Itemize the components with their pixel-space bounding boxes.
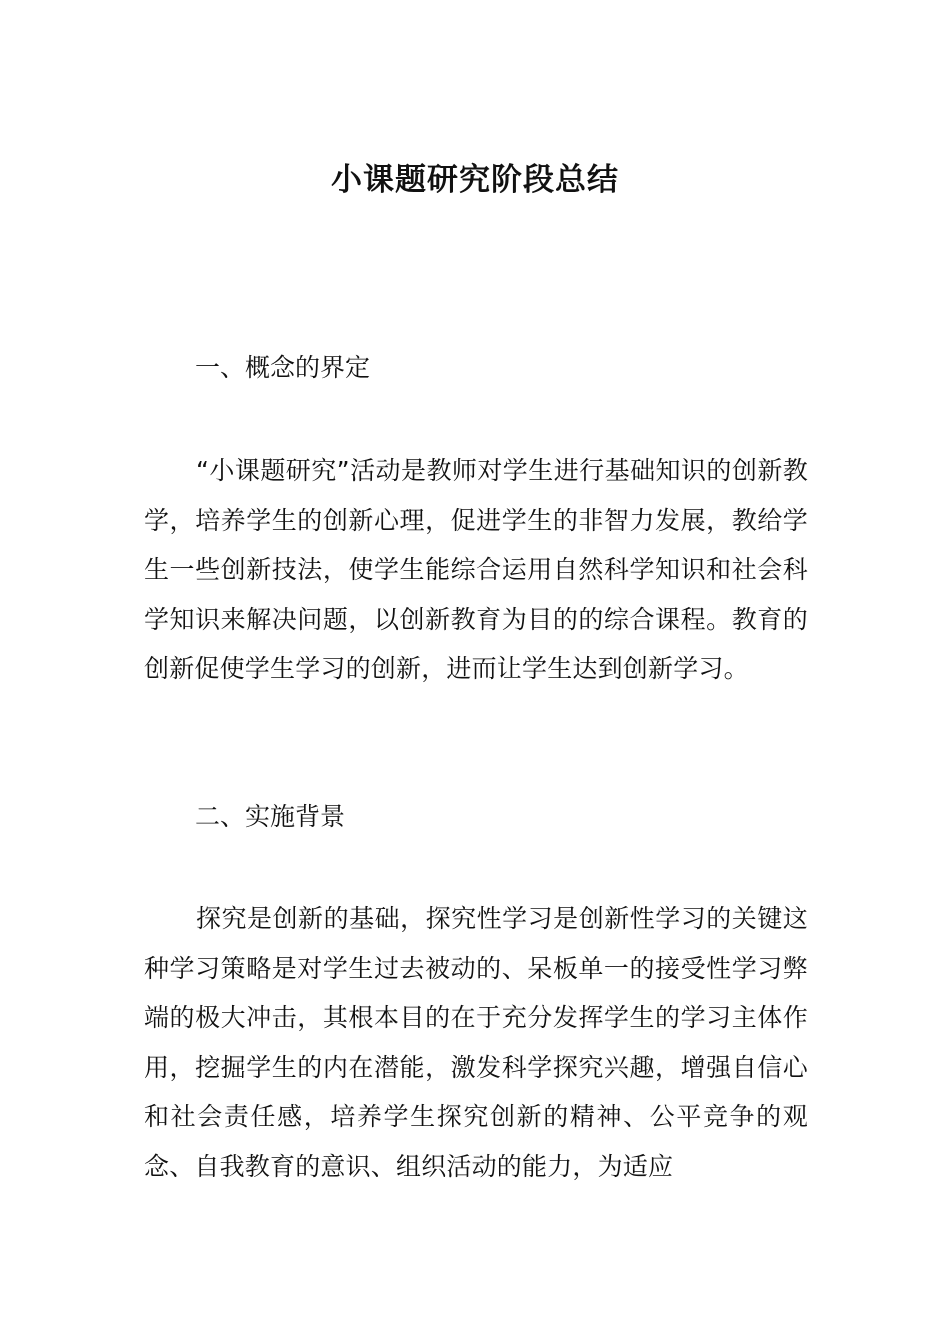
section-heading-concept: 一、概念的界定 bbox=[195, 353, 371, 382]
section-paragraph-background: 探究是创新的基础，探究性学习是创新性学习的关键这种学习策略是对学生过去被动的、呆板单一的接受性学习弊端的极大冲击，其根本目的在于充分发挥学生的学习主体作用，挖掘学生的内在潜能，激发科学探究兴趣，增强自信心和社会责任感，培养学生探究创新的精神、公平竞争的观念、自我教育的意识、组织活动的能力，为适应 bbox=[144, 904, 808, 1181]
section-paragraph-concept: “小课题研究”活动是教师对学生进行基础知识的创新教学，培养学生的创新心理，促进学生的非智力发展，教给学生一些创新技法，使学生能综合运用自然科学知识和社会科学知识来解决问题，以创新教育为目的的综合课程。教育的创新促使学生学习的创新，进而让学生达到创新学习。 bbox=[144, 456, 808, 683]
section-heading-background: 二、实施背景 bbox=[195, 802, 346, 831]
document-title: 小课题研究阶段总结 bbox=[331, 162, 619, 198]
